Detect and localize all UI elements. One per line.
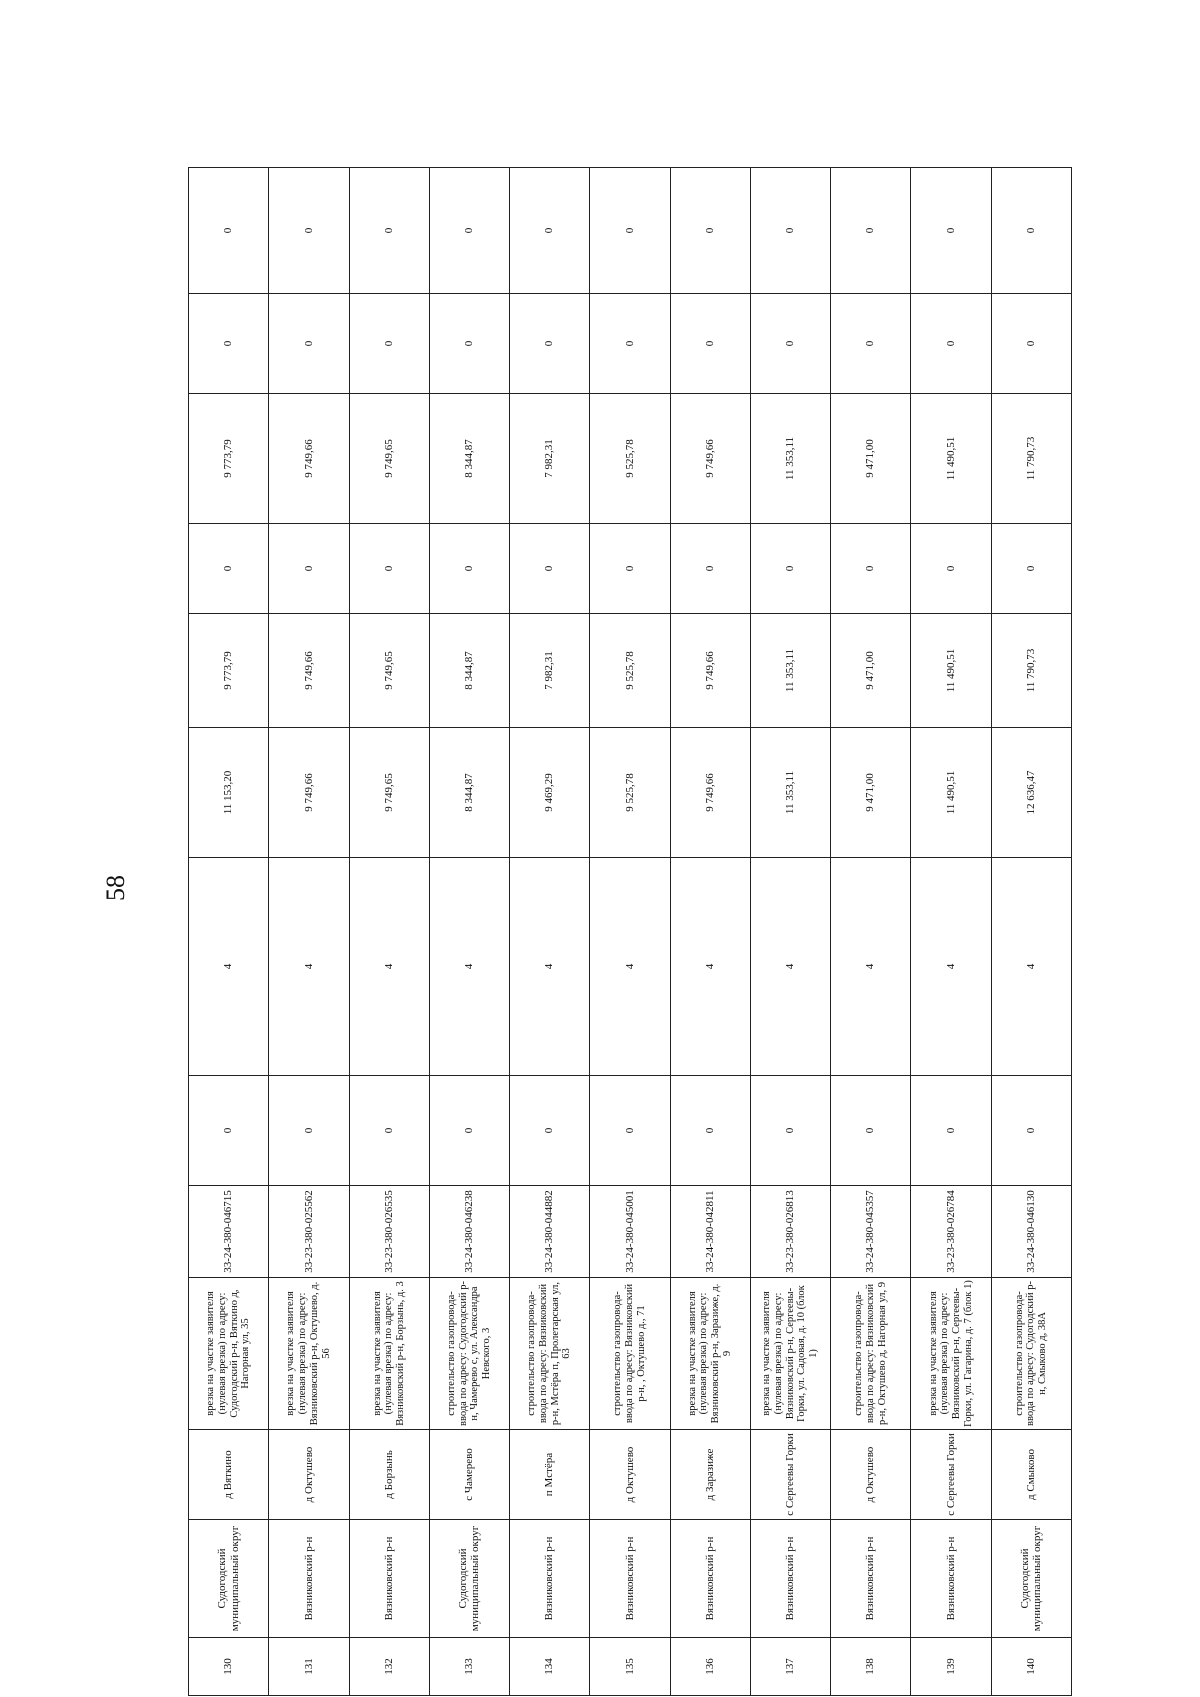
cost-cell: 9 471,00 [831, 728, 911, 858]
description-cell: строительство газопровода-ввода по адресу: Вязниковский р-н, , Октушево д., 71 [590, 1278, 670, 1430]
row-number-cell: 137 [750, 1638, 830, 1696]
value-cell: 0 [269, 294, 349, 394]
cost-cell: 9 749,65 [349, 728, 429, 858]
value-cell: 4 [349, 858, 429, 1076]
row-number-cell: 140 [991, 1638, 1071, 1696]
cost-cell: 7 982,31 [510, 394, 590, 524]
value-cell: 0 [429, 524, 509, 614]
cost-cell: 11 490,51 [911, 394, 991, 524]
row-number-cell: 133 [429, 1638, 509, 1696]
value-cell: 0 [349, 524, 429, 614]
value-cell: 0 [429, 168, 509, 294]
cadastral-number-cell: 33-24-380-042811 [670, 1186, 750, 1278]
value-cell: 0 [590, 524, 670, 614]
value-cell: 0 [510, 168, 590, 294]
cost-cell: 9 469,29 [510, 728, 590, 858]
description-cell: врезка на участке заявителя (нулевая врезка) по адресу: Вязниковский р-н, Борзынь, д. 3 [349, 1278, 429, 1430]
cadastral-number-cell: 33-23-380-026784 [911, 1186, 991, 1278]
value-cell: 0 [269, 168, 349, 294]
value-cell: 0 [349, 168, 429, 294]
cost-cell: 11 153,20 [189, 728, 269, 858]
cost-cell: 9 749,66 [269, 394, 349, 524]
value-cell: 4 [590, 858, 670, 1076]
settlement-cell: с Чамерево [429, 1430, 509, 1520]
district-cell: Вязниковский р-н [831, 1520, 911, 1638]
cost-cell: 11 790,73 [991, 394, 1071, 524]
description-cell: врезка на участке заявителя (нулевая врезка) по адресу: Вязниковский р-н, Сергеевы-Горки, ул. Садовая, д. 10 (блок 1) [750, 1278, 830, 1430]
settlement-cell: с Сергеевы Горки [911, 1430, 991, 1520]
settlement-cell: д Октушево [269, 1430, 349, 1520]
table-row [590, 168, 670, 1696]
table-row [750, 168, 830, 1696]
district-cell: Судогодский муниципальный округ [429, 1520, 509, 1638]
value-cell: 0 [991, 168, 1071, 294]
cost-cell: 8 344,87 [429, 614, 509, 728]
value-cell: 0 [831, 524, 911, 614]
district-cell: Судогодский муниципальный округ [991, 1520, 1071, 1638]
value-cell: 0 [750, 1076, 830, 1186]
cost-cell: 11 790,73 [991, 614, 1071, 728]
value-cell: 0 [670, 1076, 750, 1186]
row-number-cell: 138 [831, 1638, 911, 1696]
value-cell: 0 [911, 168, 991, 294]
row-number-cell: 132 [349, 1638, 429, 1696]
district-cell: Вязниковский р-н [750, 1520, 830, 1638]
value-cell: 0 [670, 168, 750, 294]
value-cell: 0 [510, 524, 590, 614]
settlement-cell: д Октушево [831, 1430, 911, 1520]
cost-cell: 9 525,78 [590, 728, 670, 858]
value-cell: 4 [831, 858, 911, 1076]
value-cell: 0 [991, 1076, 1071, 1186]
settlement-cell: п Мстёра [510, 1430, 590, 1520]
description-cell: строительство газопровода-ввода по адресу: Судогодский р-н, Смыково д, 38А [991, 1278, 1071, 1430]
table-row [670, 168, 750, 1696]
cost-cell: 9 749,65 [349, 394, 429, 524]
cost-cell: 9 749,66 [269, 614, 349, 728]
cost-cell: 8 344,87 [429, 728, 509, 858]
district-cell: Вязниковский р-н [349, 1520, 429, 1638]
cost-cell: 9 525,78 [590, 394, 670, 524]
value-cell: 0 [750, 168, 830, 294]
row-number-cell: 136 [670, 1638, 750, 1696]
table-row [189, 168, 269, 1696]
value-cell: 0 [590, 168, 670, 294]
row-number-cell: 131 [269, 1638, 349, 1696]
settlement-cell: д Вяткино [189, 1430, 269, 1520]
value-cell: 0 [911, 1076, 991, 1186]
value-cell: 0 [831, 168, 911, 294]
value-cell: 4 [189, 858, 269, 1076]
row-number-cell: 130 [189, 1638, 269, 1696]
value-cell: 0 [429, 1076, 509, 1186]
description-cell: строительство газопровода-ввода по адресу: Вязниковский р-н, Октушево д, Нагорная ул, 9 [831, 1278, 911, 1430]
value-cell: 4 [750, 858, 830, 1076]
district-cell: Судогодский муниципальный округ [189, 1520, 269, 1638]
settlement-cell: д Борзынь [349, 1430, 429, 1520]
value-cell: 0 [590, 294, 670, 394]
cost-cell: 9 471,00 [831, 394, 911, 524]
cost-cell: 11 490,51 [911, 728, 991, 858]
cost-cell: 7 982,31 [510, 614, 590, 728]
table-row [510, 168, 590, 1696]
cost-cell: 9 471,00 [831, 614, 911, 728]
value-cell: 0 [189, 294, 269, 394]
district-cell: Вязниковский р-н [911, 1520, 991, 1638]
value-cell: 4 [991, 858, 1071, 1076]
table-row [429, 168, 509, 1696]
district-cell: Вязниковский р-н [670, 1520, 750, 1638]
cost-cell: 11 353,11 [750, 394, 830, 524]
district-cell: Вязниковский р-н [510, 1520, 590, 1638]
value-cell: 4 [670, 858, 750, 1076]
description-cell: строительство газопровода-ввода по адресу: Вязниковский р-н, Мстёра п, Пролетарская ул, 63 [510, 1278, 590, 1430]
cost-cell: 9 749,66 [269, 728, 349, 858]
cadastral-number-cell: 33-24-380-046715 [189, 1186, 269, 1278]
cost-cell: 9 749,66 [670, 394, 750, 524]
cost-cell: 9 749,65 [349, 614, 429, 728]
row-number-cell: 134 [510, 1638, 590, 1696]
value-cell: 0 [750, 294, 830, 394]
cadastral-number-cell: 33-23-380-026813 [750, 1186, 830, 1278]
table-row [349, 168, 429, 1696]
value-cell: 0 [349, 294, 429, 394]
cost-cell: 8 344,87 [429, 394, 509, 524]
cost-cell: 9 773,79 [189, 614, 269, 728]
table-row [911, 168, 991, 1696]
cost-cell: 9 749,66 [670, 728, 750, 858]
settlement-cell: д Заразиже [670, 1430, 750, 1520]
value-cell: 0 [269, 524, 349, 614]
cadastral-number-cell: 33-24-380-046130 [991, 1186, 1071, 1278]
cadastral-number-cell: 33-24-380-044882 [510, 1186, 590, 1278]
cost-cell: 11 353,11 [750, 728, 830, 858]
value-cell: 4 [429, 858, 509, 1076]
table-row [269, 168, 349, 1696]
description-cell: врезка на участке заявителя (нулевая врезка) по адресу: Вязниковский р-н, Сергеевы-Горки, ул. Гагарина, д. 7 (блок 1) [911, 1278, 991, 1430]
cost-cell: 11 490,51 [911, 614, 991, 728]
value-cell: 4 [911, 858, 991, 1076]
cost-cell: 12 636,47 [991, 728, 1071, 858]
settlement-cell: с Сергеевы Горки [750, 1430, 830, 1520]
settlement-cell: д Октушево [590, 1430, 670, 1520]
value-cell: 0 [911, 294, 991, 394]
description-cell: врезка на участке заявителя (нулевая врезка) по адресу: Судогодский р-н, Вяткино д, Нагорная ул, 35 [189, 1278, 269, 1430]
description-cell: врезка на участке заявителя (нулевая врезка) по адресу: Вязниковский р-н, Заразиже, д. 9 [670, 1278, 750, 1430]
value-cell: 0 [991, 294, 1071, 394]
row-number-cell: 135 [590, 1638, 670, 1696]
cost-cell: 9 525,78 [590, 614, 670, 728]
settlement-cell: д Смыково [991, 1430, 1071, 1520]
rotated-table-container [188, 168, 1072, 1696]
value-cell: 0 [911, 524, 991, 614]
value-cell: 0 [269, 1076, 349, 1186]
value-cell: 0 [991, 524, 1071, 614]
value-cell: 0 [670, 294, 750, 394]
district-cell: Вязниковский р-н [269, 1520, 349, 1638]
cadastral-number-cell: 33-23-380-025562 [269, 1186, 349, 1278]
cadastral-number-cell: 33-24-380-045001 [590, 1186, 670, 1278]
value-cell: 0 [349, 1076, 429, 1186]
table-row [991, 168, 1071, 1696]
value-cell: 0 [510, 294, 590, 394]
value-cell: 0 [831, 294, 911, 394]
cost-cell: 11 353,11 [750, 614, 830, 728]
value-cell: 0 [189, 524, 269, 614]
value-cell: 0 [510, 1076, 590, 1186]
description-cell: врезка на участке заявителя (нулевая врезка) по адресу: Вязниковский р-н, Октушево, д. 56 [269, 1278, 349, 1430]
value-cell: 0 [429, 294, 509, 394]
value-cell: 4 [510, 858, 590, 1076]
cadastral-number-cell: 33-23-380-026535 [349, 1186, 429, 1278]
cost-cell: 9 773,79 [189, 394, 269, 524]
row-number-cell: 139 [911, 1638, 991, 1696]
value-cell: 0 [670, 524, 750, 614]
value-cell: 0 [831, 1076, 911, 1186]
data-table [188, 167, 1072, 1696]
value-cell: 4 [269, 858, 349, 1076]
value-cell: 0 [189, 1076, 269, 1186]
value-cell: 0 [189, 168, 269, 294]
cadastral-number-cell: 33-24-380-045357 [831, 1186, 911, 1278]
value-cell: 0 [750, 524, 830, 614]
value-cell: 0 [590, 1076, 670, 1186]
page-number: 58 [101, 875, 130, 901]
table-row [831, 168, 911, 1696]
cadastral-number-cell: 33-24-380-046238 [429, 1186, 509, 1278]
cost-cell: 9 749,66 [670, 614, 750, 728]
district-cell: Вязниковский р-н [590, 1520, 670, 1638]
description-cell: строительство газопровода-ввода по адресу: Судогодский р-н, Чамерево с, ул. Александра Невского, 3 [429, 1278, 509, 1430]
